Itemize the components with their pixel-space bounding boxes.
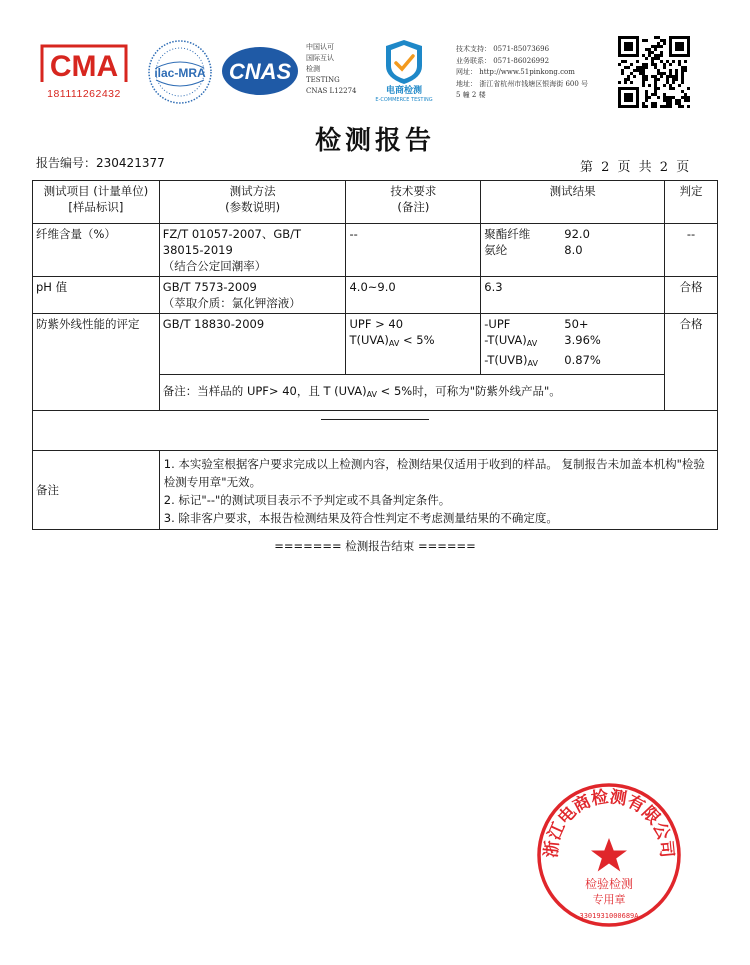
row-item: 防紫外线性能的评定	[33, 314, 160, 411]
report-number-label: 报告编号：	[36, 156, 97, 170]
table-header-row	[33, 181, 718, 224]
blank-row	[33, 411, 718, 451]
stamp-company-name: 浙江电商检测有限公司	[541, 787, 677, 859]
cma-phone: 181111262432	[47, 88, 121, 100]
remark-item: 3. 除非客户要求，本报告检测结果及符合性判定不考虑测量结果的不确定度。	[163, 511, 558, 525]
uv-note: 备注：当样品的 UPF> 40，且 T $(UVA)_{AV} < 5\%$时，可称为"防紫外线产品"。	[159, 375, 664, 411]
divider	[321, 419, 429, 420]
row-judgement: 合格	[665, 277, 718, 314]
cnas-line: 国际互认	[306, 54, 334, 62]
row-item: pH 值	[33, 277, 160, 314]
ecommerce-testing-logo	[372, 36, 436, 102]
cnas-logo	[220, 44, 300, 98]
remarks-label: 备注	[33, 451, 160, 530]
cnas-line: 中国认可	[306, 43, 334, 51]
stamp-code: 3301931000689A	[579, 912, 639, 920]
ec-logo-en: E-COMMERCE TESTING	[375, 97, 433, 102]
remark-item: 2. 标记"--"的测试项目表示不予判定或不具备判定条件。	[163, 493, 451, 507]
contact-address-cont: 5 幢 2 楼	[456, 91, 486, 99]
row-judgement: 合格	[665, 314, 718, 411]
header-judgement: 判定	[665, 181, 718, 224]
row-result: -UPF 50+ $-T(UVA)_{AV}$ 3.96% $-T(UVB)_{AV}$ 0.87%	[481, 314, 665, 375]
page-info: 第 2 页 共 2 页	[580, 160, 692, 175]
cnas-accreditation-text	[306, 42, 356, 97]
stamp-type-line2: 专用章	[592, 893, 626, 906]
test-results-table	[32, 180, 718, 530]
table-row	[33, 277, 718, 314]
report-number	[36, 154, 165, 171]
ilac-logo-text: ilac-MRA	[154, 66, 206, 80]
cnas-line: CNAS L12274	[306, 87, 357, 95]
row-judgement: --	[665, 224, 718, 277]
cnas-line: TESTING	[306, 76, 340, 84]
row-method: FZ/T 01057-2007、GB/T 38015-2019 （结合公定回潮率）	[159, 224, 346, 277]
cnas-line: 检测	[306, 65, 320, 73]
row-requirement: UPF > 40 $T(UVA)_{AV} < 5\%$	[346, 314, 481, 375]
contact-website: 网址： http://www.51pinkong.com	[456, 68, 575, 76]
row-result: 6.3	[481, 277, 665, 314]
contact-address: 地址： 浙江省杭州市钱塘区银海街 600 号	[456, 79, 589, 88]
contact-business: 业务联系： 0571-86026992	[456, 56, 550, 65]
remark-item: 1. 本实验室根据客户要求完成以上检测内容，检测结果仅适用于收到的样品。 复制报告未加盖本机构"检验检测专用章"无效。	[163, 457, 705, 489]
header-item: 测试项目 (计量单位) [样品标识]	[33, 181, 160, 224]
row-result: 聚酯纤维 92.0 氨纶 8.0	[481, 224, 665, 277]
row-requirement: 4.0~9.0	[346, 277, 481, 314]
remarks-content	[159, 451, 717, 530]
table-row	[33, 224, 718, 277]
report-number-value: 230421377	[96, 156, 165, 170]
remarks-row	[33, 451, 718, 530]
row-method: GB/T 7573-2009 （萃取介质：氯化钾溶液）	[159, 277, 346, 314]
qr-code	[618, 36, 690, 108]
report-end-marker: ======= 检测报告结束 ======	[274, 539, 476, 553]
header-result: 测试结果	[481, 181, 665, 224]
row-item: 纤维含量（%）	[33, 224, 160, 277]
company-seal-stamp	[534, 780, 684, 930]
row-requirement: --	[346, 224, 481, 277]
stamp-type-line1: 检验检测	[584, 877, 634, 891]
ilac-mra-logo	[146, 38, 214, 106]
blank-cell	[33, 411, 718, 451]
cma-logo-text: CMA	[49, 50, 119, 83]
header-requirement: 技术要求 (备注)	[346, 181, 481, 224]
stamp-star-icon	[591, 838, 627, 872]
table-row	[33, 314, 718, 375]
contact-info	[456, 44, 606, 102]
row-method: GB/T 18830-2009	[159, 314, 346, 375]
contact-tech-support: 技术支持： 0571-85073696	[456, 45, 550, 53]
page-title: 检测报告	[314, 126, 435, 156]
ec-logo-cn: 电商检测	[385, 86, 423, 96]
cnas-logo-text: CNAS	[228, 59, 292, 84]
header-method: 测试方法 (参数说明)	[159, 181, 346, 224]
cma-logo	[34, 40, 134, 102]
